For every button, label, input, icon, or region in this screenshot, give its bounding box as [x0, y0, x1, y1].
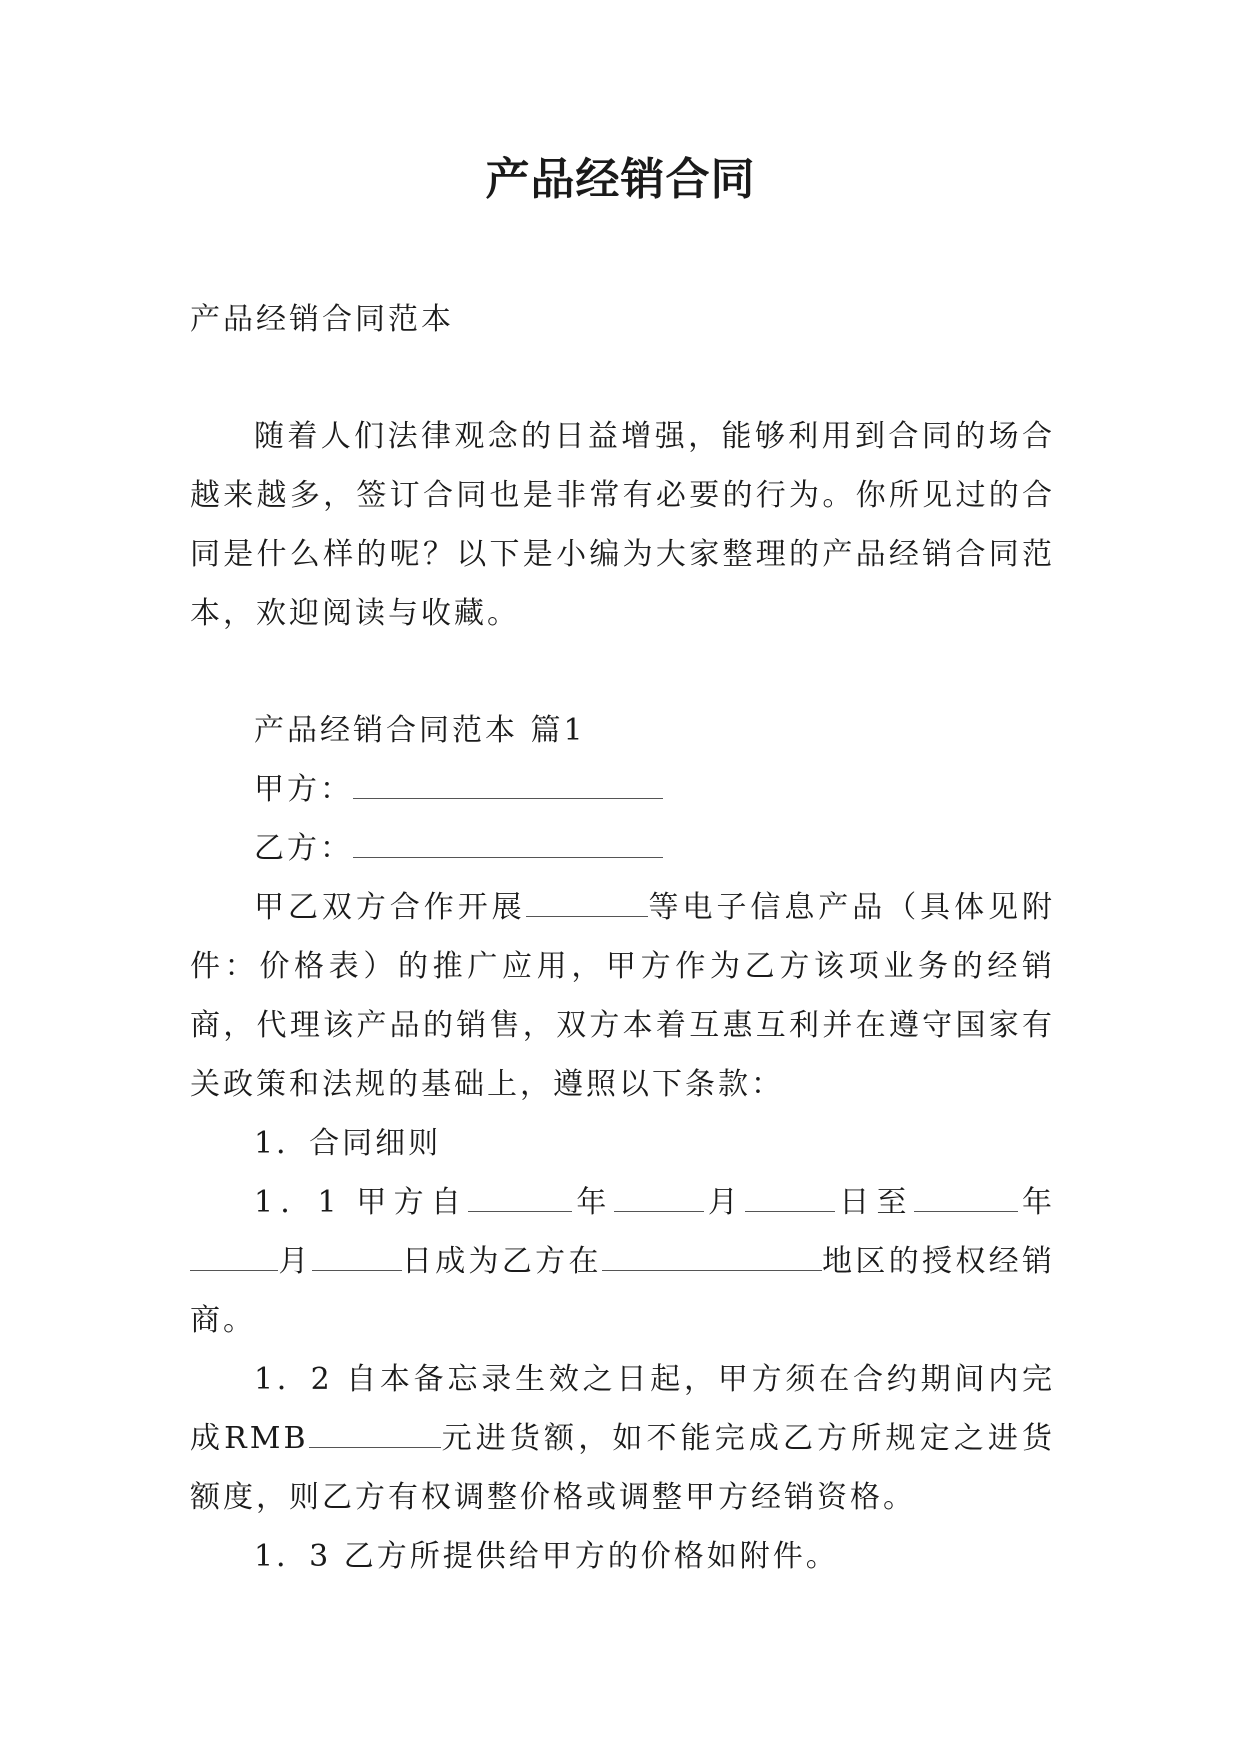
- clause-1-1: [190, 1173, 1055, 1350]
- amount-blank: [309, 1423, 441, 1448]
- product-blank: [526, 892, 648, 917]
- start-month-blank: [614, 1187, 704, 1212]
- clause-1-1-text-a: 1．1 甲方自: [254, 1185, 469, 1220]
- party-b-blank: [353, 833, 663, 858]
- document-body: [190, 290, 1055, 1586]
- intro-paragraph: 随着人们法律观念的日益增强，能够利用到合同的场合越来越多，签订合同也是非常有必要的行为。你所见过的合同是什么样的呢？以下是小编为大家整理的产品经销合同范本，欢迎阅读与收藏。: [190, 419, 1055, 631]
- start-day-blank: [745, 1187, 835, 1212]
- document-subtitle: 产品经销合同范本: [190, 302, 454, 337]
- clause-1-1-year1: 年: [572, 1185, 614, 1220]
- clause-1-1-day2: 日成为乙方在: [401, 1244, 602, 1279]
- party-b-label: 乙方：: [254, 831, 353, 866]
- party-b-line: [190, 819, 1055, 878]
- clause-1-2-text-b: 元进货额，如不能完成乙方所规定之进货额度，则乙方有权调整价格或调整甲方经销资格。: [190, 1421, 1056, 1515]
- party-a-line: [190, 760, 1055, 819]
- party-a-blank: [353, 774, 663, 799]
- cooperation-text-1: 甲乙双方合作开展: [254, 890, 526, 925]
- clause-1-1-month1: 月: [703, 1185, 746, 1220]
- document-title: 产品经销合同: [485, 154, 756, 205]
- clause-1-1-end: 地区的授权经销商。: [190, 1244, 1055, 1338]
- clause-1-2-text-a: 1．2 自本备忘录生效之日起，甲方须在合约期间内完成RMB: [190, 1362, 1055, 1456]
- clause-1-heading: 1．合同细则: [254, 1126, 442, 1161]
- end-year-blank: [914, 1187, 1018, 1212]
- clause-1-1-day1: 日至: [835, 1185, 914, 1220]
- party-a-label: 甲方：: [254, 772, 353, 807]
- cooperation-text-2: 等电子信息产品（具体见附件：价格表）的推广应用，甲方作为乙方该项业务的经销商，代理该产品的销售，双方本着互惠互利并在遵守国家有关政策和法规的基础上，遵照以下条款：: [190, 890, 1056, 1102]
- start-year-blank: [468, 1187, 572, 1212]
- clause-1-3: 1．3 乙方所提供给甲方的价格如附件。: [254, 1539, 839, 1574]
- end-month-blank: [190, 1246, 278, 1271]
- clause-1-2: [190, 1350, 1055, 1527]
- section-heading: 产品经销合同范本 篇1: [254, 713, 586, 748]
- clause-1-1-month2: 月: [278, 1244, 312, 1279]
- end-day-blank: [312, 1246, 402, 1271]
- cooperation-paragraph: [190, 878, 1055, 1114]
- region-blank: [602, 1246, 822, 1271]
- clause-1-1-year2: 年: [1017, 1185, 1055, 1220]
